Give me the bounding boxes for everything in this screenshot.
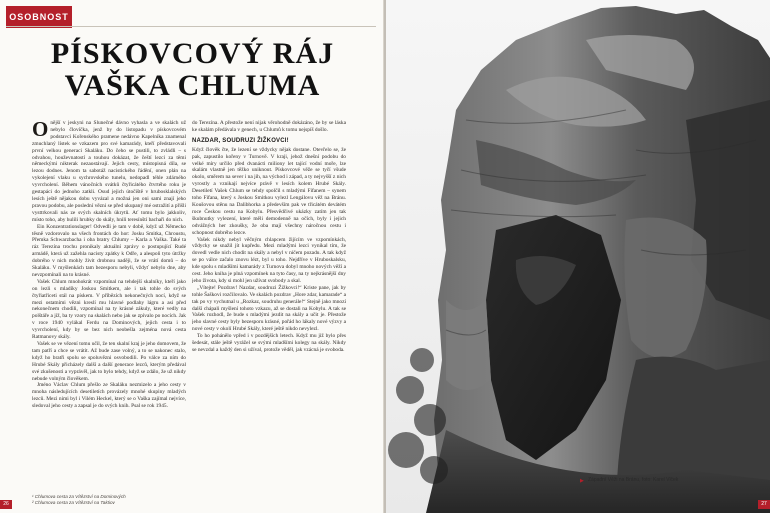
text-column-2: [192, 120, 346, 495]
right-page: [386, 0, 770, 513]
page-number-left: 26: [0, 500, 12, 509]
subheading: NAZDAR, SOUDRUZI ŽIŽKOVCI!: [192, 137, 289, 144]
footnote: ² Chlumova cesta za Vítězství na Taktiov: [32, 500, 115, 505]
paragraph: Onější v jeskyni na Slunečné dávno vyhasla a ve skalách už nebylo človíčka, jenž by do listopadu v pískovcovém podstavci Kořenského pramene nedávno Kapelníka znamenal zmuchlaný lístek se vzkazem pro své kamarády, kteří představovali první velkou generaci Skaláku. Do čeho se pustili, to zvládli – s odvahou, houževnatostí a touhou dokázat, že čeští lezci za těmi německými nikterak nezaostávají. Jejich cesty, místopisná díla, se lezou dodnes. Jenom ta sabotáž nacistického řádění, onen plán na vykolejení vlaku u sychrovského tunelu, nedopadl téhle zdárného vyvrcholení. Během vánočních svátků čtyřicátého čtvrtého roku je gestapáci do jednoho zatkli. Osud jejich útočiště v hrubosklalských lesích ještě nějakou dobu vyvázal a možná jen oni sami znají jeho pravou podobu, ale poslední vězni se před ukupaný mé ostražití a přišli vysttrkovali nás ze svých skalních úkrytů. Ať tomu bylo jakkoliv, místo toho, aby hulili hrubky do skály, hnili teresínští bachaři do nich.: [32, 120, 186, 223]
photo-caption: Západní Věži na Bránu, foto: Karel Vlček: [588, 477, 679, 483]
paragraph: do Terezína. A přestože není nijak věrohodně dokázáno, že by se láska ke skalám předávala v genech, u Chlumů k tomu nejspíš došlo.: [192, 120, 346, 133]
footnotes: [32, 494, 182, 506]
footnote: ¹ Chlumova cesta za Vítězství na Dominových: [32, 494, 126, 499]
article-title-line-2: VAŠKA CHLUMA: [64, 69, 321, 102]
rock-tower-photo: [386, 0, 770, 513]
paragraph: To ho pohánělo vpřed i v pozdějších letech. Když mu již bylo přes šedesát, stále ještě vyrážel se svými mladšími kolegy na skály. Nikdy se nevzdal a každý den si užíval, protože věděl, jak vzácná je svoboda.: [192, 333, 346, 353]
section-tag: OSOBNOST: [6, 6, 72, 28]
page-header: [0, 0, 385, 30]
paragraph: Jméno Václav Chlum přešlo ze Skaláku nezmizelo a jeho cesty v mnoha následujících desetiletích provázely mnohé skupiny mladých lezců. Mezi nimi byl i Vilém Heckel, který se o Vaška zajímal nejvíce, sledoval jeho cesty a zapsal je do svých knih. Psal se rok 1945.: [32, 382, 186, 410]
page-number-right: 27: [758, 500, 770, 509]
text-column-1: [32, 120, 186, 495]
header-rule: [6, 26, 376, 27]
paragraph: Vašek nikdy nebyl věčným chlapcem žijícím ve vzpomínkách, vždycky se snažil jít kupředu. Mezi mladými lezci vynikal tím, že dovedl vedle nich chodit na skály a nebyl v ničem pozadu. A tak když se po válce začalo znovu lézt, byl u toho. Nejdříve v Hruboskalsku, kde spolu s mladšími kamarády z Turnova dobyl mnoho nových věží a cest. Jeho kniha je plná vzpomínek na tyto časy, na ty nejkrásnější dny jeho života, kdy si mohl jen užívat svobody a skal.: [192, 236, 346, 284]
paragraph: Vašek Chlum mnohokrát vzpomínal na tehdejší skalníky, kteří jako on lezli s mladíky Joskou Smitkem, ale i tak tohle do svých čtyřiatřiceti stál na pískem. V příbězích nekonečných nocí, když se mezi ostatními vězni kreslí mu hlavné podlahy lágru a asi před nekonečnem chodili, vzpomínal na ty krásné zákuly, které vedly na polštáře a jíž, ba ty vzory na skalách nebo jak se zpívalo po nocích. Jak v roce 1940 vylákal Ferdu na Dominových, jejich cesta i to vyvrcholení, kdy by se bez nich neobešla zejména nová cesta Ratmanovy skály.: [32, 278, 186, 341]
paragraph: Ein Konzentrationslager! Odvedli je tam v době, když už Německo těsně vzdorovalo na všech frontách do hor: Josku Smitka, Chroustu, Přemka Schwarzbacha i oba bratry Chlumy – Karla a Vaška. Také ta ráz Terezína trochu pronikaly aktuální zprávy o postupující Rudé armádě, která už zažehla nacisty zpátky k Odře, a alespoň tyto útržky dobrého v nich mohly živit drobnou naději, že se vrátí domů – do Skaláku. V myšlenkách tam bezesporu nebyli, vždyť nebylo dne, aby nevzpomínali na to krásné.: [32, 223, 186, 278]
caption-marker-icon: ▶: [580, 478, 584, 484]
article-title-line-1: PÍSKOVCOVÝ RÁJ: [50, 37, 335, 70]
drop-cap: O: [32, 120, 49, 141]
paragraph: „Vítejte! Pozdrav! Nazdar, soudruzi Žižkovci!“ Kriste pane, jak by tohle Šaškovi rozčilovalo. Ve skalách pozdrav „Hore zdar, kamarade“ a tak po vy vychutnal u „Rozkaz, soudruhu generále!“ Stejně jako mnozí další chápali myšlení tohoto vzkazu, až se dostali na Kobylu. A tak se Vašek rozhodl, že bude s mladými jezdit na skály a učit je. Přestože jeho slavné cesty byly bezesporu krásné, pořád ho lákaly nové výzvy a nové cesty v okolí Hrubé Skály, které ještě nikdo nevylezl.: [192, 284, 346, 333]
paragraph: Vašek se ve vězení tomu učil, že ten skalní kraj je jeho domovem, že tam patří a chce se vrátit. Až bude zase volný, a to se nakonec stalo, když ho bratři spolu se spoluvězni osvobodili. Po válce za ním do Hrubé Skály přicházely další a další generace lezců, kterým předával své zkušenosti a vyprávěl, jak to bylo tehdy, když se zdálo, že už nikdy nebude volným člověkem.: [32, 341, 186, 382]
paragraph: Když člověk čte, že lezení se vždycky nějak dostane. Otevřelo se, že pak, zapustilo kořeny v Turnově. V kraji, jehož dnešní podobu do velké míry určilo před dvanácti miliony let tající vodní moře, lze skalám vlastně jen těžko uniknout. Pískovcové věže se tyčí všude okolo, směrem na sever i na jih, na východ i západ, a ty nejvyšší z nich vyrostly a vznikají nejvíce právě v lesích kolem Hrubé Skály. Desetiletí Vašek Chlum se tehdy spolčil s mladými Fifanem – synem toho Fifana, který s Joskou Smitkou vylezl Lengálovu věž na Bránu. Koušovou stěnu na Dalibhorka a především pak ve třicátém devátém roce Českou cestu na Kobylu. Přesvědčivé ukázky zatím jen tak škubnutky vylezení, které měli demodenně na očích, byly i jejich odvážných her zkoušky, že oba mají všechny náročnou cestu i schopnost dobrého lezce.: [192, 146, 346, 236]
